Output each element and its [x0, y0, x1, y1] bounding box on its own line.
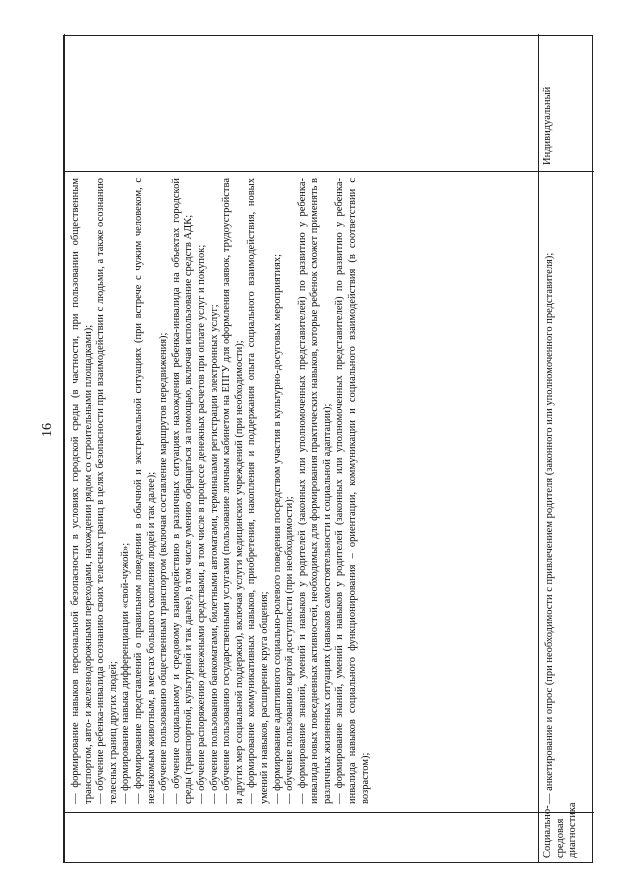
row-lower-col3: Индивидуальный [542, 86, 553, 165]
rotated-table [63, 35, 593, 863]
row-lower-col1: Социально-средовая диагностика [542, 802, 578, 858]
column-2 [64, 172, 594, 812]
page-number: 16 [40, 423, 55, 437]
bullet-item: — формирование представлений о правильном поведении в обычной и экстремальной ситуациях (при встрече с чужим человеком, с незнакомым животным, в местах большого скопления людей и так далее); [132, 178, 157, 804]
bullet-item: — обучение распоряжению денежными средствами, в том числе в процессе денежных расчетов при оплате услуг и покупок; [195, 244, 207, 804]
bullet-item: — формирование навыков персональной безопасности в условиях городской среды (в частности, при пользовании общественным транспортом, авто- и железнодорожными переходами, нахождении рядом со строительными площадками); [70, 178, 94, 804]
bullet-item: — формирование коммуникативных навыков, приобретения, накопления и поддержания опыта социального взаимодействия, новых умений и навыков, расширение круга общения; [246, 178, 270, 804]
bullet-item: — формирование знаний, умений и навыков у родителей (законных или уполномоченных представителей) по развитию у ребенка-инвалида новых повседневных активностей, необходимых для формирования практических навыков, которые ребенок сможет применять в различных жизненных ситуациях (навыков самостоятельности и социальной адаптации); [296, 178, 333, 804]
bullet-item: — формирование знаний, умений и навыков у родителей (законных или уполномоченных представителей) по развитию у ребенка-инвалида навыков социального функционирования – ориентации, коммуникации и социального взаимодействия (в соответствии с возрастом); [334, 178, 371, 804]
row-lower-content: — анкетирование и опрос (при необходимости с привлечением родителя (законного или уполномоченного представителя); [544, 252, 555, 804]
bullet-item: — формирование адаптивного социально-ролевого поведения посредством участия в культурно-досуговых мероприятиях; [271, 253, 283, 804]
bullet-item: — обучение пользованию государственными услугами (пользование личным кабинетом на ЕПГУ для оформления заявок, трудоустройства и других мер социальной поддержки), включая услуги медицинских учреждений (при необходимости); [221, 178, 245, 804]
column-3 [64, 34, 594, 172]
bullet-item: — обучение социальному и средовому взаимодействию в различных ситуациях нахождения ребенка-инвалида на объектах городской среды (транспортной, культурной и так далее), в том числе умению обращаться за помощью, включая использование средств АДК; [170, 178, 195, 804]
column-1 [64, 802, 594, 862]
bullet-item: — обучение ребенка-инвалида осознанию своих телесных границ в целях безопасности при взаимодействии с людьми, а также осознанию телесных границ других людей; [95, 178, 119, 804]
bullet-item: — обучение пользованию картой доступности (при необходимости); [284, 496, 296, 804]
row-upper-content [70, 178, 372, 804]
table-frame [63, 35, 593, 863]
bullet-item: — формирование навыка дифференциации «свой-чужой»; [120, 542, 132, 804]
bullet-item: — обучение пользованию банкоматами, билетными автоматами, терминалами регистрации электронных услуг; [208, 304, 220, 804]
bullet-item: — обучение пользованию общественным транспортом (включая составление маршрутов передвижения); [158, 332, 170, 804]
